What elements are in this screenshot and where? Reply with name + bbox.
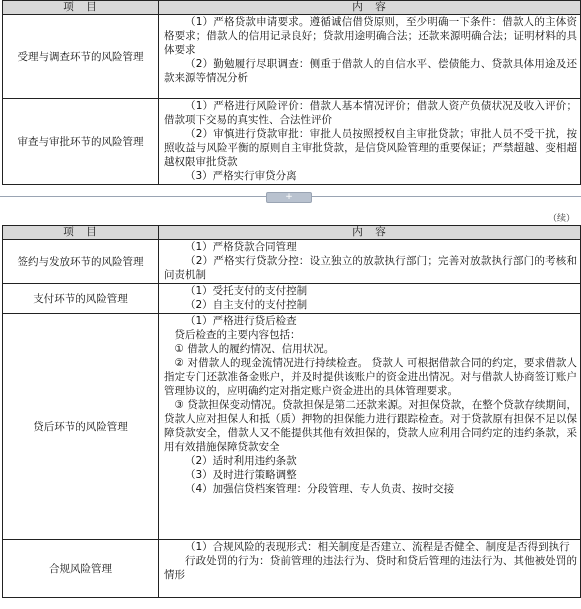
row-item-label: 签约与发放环节的风险管理 (3, 240, 159, 284)
expand-button[interactable]: + (266, 192, 312, 203)
content-line: （1）严格贷款申请要求。遵循诚信借贷原则，至少明确一下条件：借款人的主体资格要求；借款人的信用记录良好；贷款用途明确合法；还款来源明确合法；证明材料的具体要求 (164, 16, 577, 56)
content-line: （2）严格实行贷款分控：设立独立的放款执行部门；完善对放款执行部门的考核和问责机制 (164, 255, 577, 281)
header-item: 项 目 (3, 226, 159, 240)
content-line: （2）审慎进行贷款审批：审批人员按照授权自主审批贷款；审批人员不受干扰，按照收益与风险平衡的原则自主审批贷款，是信贷风险管理的重要保证；严禁超越、变相超越权限审批贷款 (164, 128, 577, 168)
content-line: （3）及时进行策略调整 (185, 469, 297, 481)
header-content: 内 容 (159, 1, 581, 15)
content-line: （1）严格进行贷后检查 (185, 315, 297, 327)
row-item-label: 贷后环节的风险管理 (3, 314, 159, 540)
content-line: （1）受托支付的支付控制 (185, 285, 308, 297)
row-item-label: 合规风险管理 (3, 540, 159, 598)
table-row (3, 240, 581, 284)
header-content: 内 容 (159, 226, 581, 240)
content-line: （2）自主支付的支付控制 (185, 299, 308, 311)
content-line: （4）加强信贷档案管理：分段管理、专人负责、按时交接 (185, 483, 455, 495)
content-line: （2）适时利用违约条款 (185, 455, 297, 467)
content-line: （2）勤勉履行尽职调查：侧重于借款人的自信水平、偿债能力、贷款具体用途及还款来源等情况分析 (164, 58, 577, 84)
table-row (3, 314, 581, 540)
header-item: 项 目 (3, 1, 159, 15)
content-line: （1）合规风险的表现形式：相关制度是否建立、流程是否健全、制度是否得到执行 (185, 541, 570, 553)
content-line: （1）严格进行风险评价：借款人基本情况评价；借款人资产负债状况及收入评价；借款项下交易的真实性、合法性评价 (164, 100, 577, 126)
content-line: 贷后检查的主要内容包括： (174, 329, 301, 341)
row-item-label: 支付环节的风险管理 (3, 284, 159, 314)
page-break-separator (0, 191, 581, 203)
content-line: （3）严格实行审贷分离 (185, 170, 297, 182)
row-content (159, 240, 581, 284)
risk-table-part-1 (2, 0, 581, 185)
content-line: 行政处罚的行为：贷前管理的违法行为、贷时和贷后管理的违法行为、其他被处罚的情形 (164, 555, 577, 581)
table-row (3, 15, 581, 99)
row-content (159, 15, 581, 99)
row-content (159, 99, 581, 185)
row-item-label: 受理与调查环节的风险管理 (3, 15, 159, 99)
content-line: （1）严格贷款合同管理 (185, 241, 297, 253)
content-line: ③ 贷款担保变动情况。贷款担保是第二还款来源。对担保贷款，在整个贷款存续期间，贷款人应对担保人和抵（质）押物的担保能力进行跟踪检查。对于贷款原有担保不足以保障贷款安全，借款人又不能提供其他有效担保的，贷款人应利用合同约定的违约条款，采用有效措施保障贷款安全 (164, 399, 577, 453)
table-header-row (3, 1, 581, 15)
table-header-row (3, 226, 581, 240)
content-line: ② 对借款人的现金流情况进行持续检查。 贷款人 可根据借款合同的约定，要求借款人指定专门还款准备金账户，并及时提供该账户的资金进出情况。对与借款人协商签订账户管理协议的，应明确约定对指定账户资金进出的具体管理要求。 (164, 357, 577, 397)
content-line: ① 借款人的履约情况、信用状况。 (174, 343, 335, 355)
row-item-label: 审查与审批环节的风险管理 (3, 99, 159, 185)
table-row (3, 284, 581, 314)
table-row (3, 99, 581, 185)
table-row (3, 540, 581, 598)
continued-note: （续） (547, 214, 575, 224)
row-content (159, 284, 581, 314)
risk-table-part-2 (2, 225, 581, 598)
row-content (159, 314, 581, 540)
row-content (159, 540, 581, 598)
